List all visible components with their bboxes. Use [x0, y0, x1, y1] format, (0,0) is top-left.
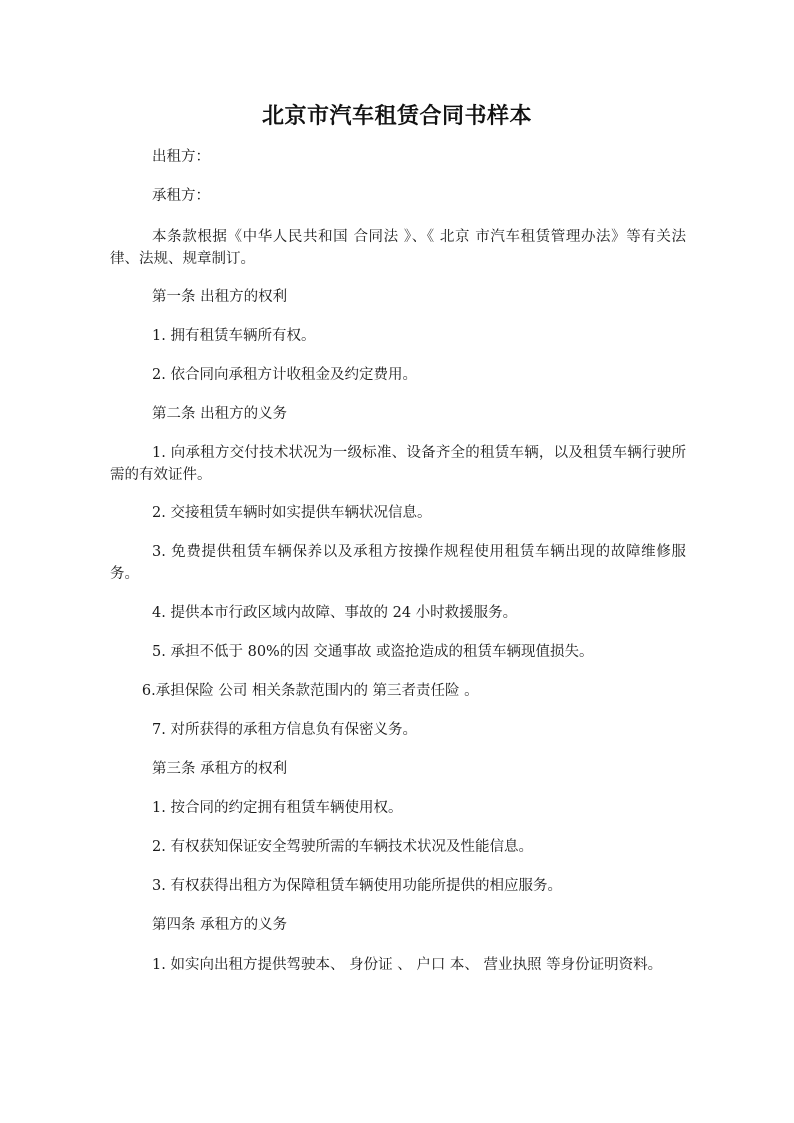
article-1-item-1: 1. 拥有租赁车辆所有权。 — [152, 328, 316, 344]
article-4-item-1: 1. 如实向出租方提供驾驶本、 身份证 、 户口 本、 营业执照 等身份证明资料。 — [152, 957, 663, 973]
article-2-item-3: 3. 免费提供租赁车辆保养以及承租方按操作规程使用租赁车辆出现的故障维修服务。 — [110, 544, 686, 582]
article-2-item-2: 2. 交接租赁车辆时如实提供车辆状况信息。 — [152, 505, 432, 521]
article-3-item-2: 2. 有权获知保证安全驾驶所需的车辆技术状况及性能信息。 — [152, 839, 533, 855]
article-1-item-2: 2. 依合同向承租方计收租金及约定费用。 — [152, 367, 417, 383]
paragraph-lessor: 出租方： — [152, 149, 211, 165]
heading-article-2: 第二条 出租方的义务 — [152, 406, 288, 422]
article-2-item-4: 4. 提供本市行政区域内故障、事故的 24 小时救援服务。 — [152, 605, 518, 621]
article-2-item-6: 6.承担保险 公司 相关条款范围内的 第三者责任险 。 — [141, 683, 479, 699]
paragraph-basis: 本条款根据《中华人民共和国 合同法 》、《 北京 市汽车租赁管理办法》等有关法律、法规、规章制订。 — [110, 229, 686, 267]
paragraph-lessee: 承租方： — [152, 188, 211, 204]
heading-article-4: 第四条 承租方的义务 — [152, 917, 288, 933]
article-3-item-1: 1. 按合同的约定拥有租赁车辆使用权。 — [152, 800, 403, 816]
article-2-item-7: 7. 对所获得的承租方信息负有保密义务。 — [152, 722, 417, 738]
article-3-item-3: 3. 有权获得出租方为保障租赁车辆使用功能所提供的相应服务。 — [152, 878, 562, 894]
heading-article-3: 第三条 承租方的权利 — [152, 761, 288, 777]
heading-article-1: 第一条 出租方的权利 — [152, 289, 288, 305]
document-title: 北京市汽车租赁合同书样本 — [261, 103, 532, 129]
article-2-item-1: 1. 向承租方交付技术状况为一级标准、设备齐全的租赁车辆，以及租赁车辆行驶所需的有效证件。 — [110, 445, 686, 483]
article-2-item-5: 5. 承担不低于 80%的因 交通事故 或盗抢造成的租赁车辆现值损失。 — [152, 644, 594, 660]
